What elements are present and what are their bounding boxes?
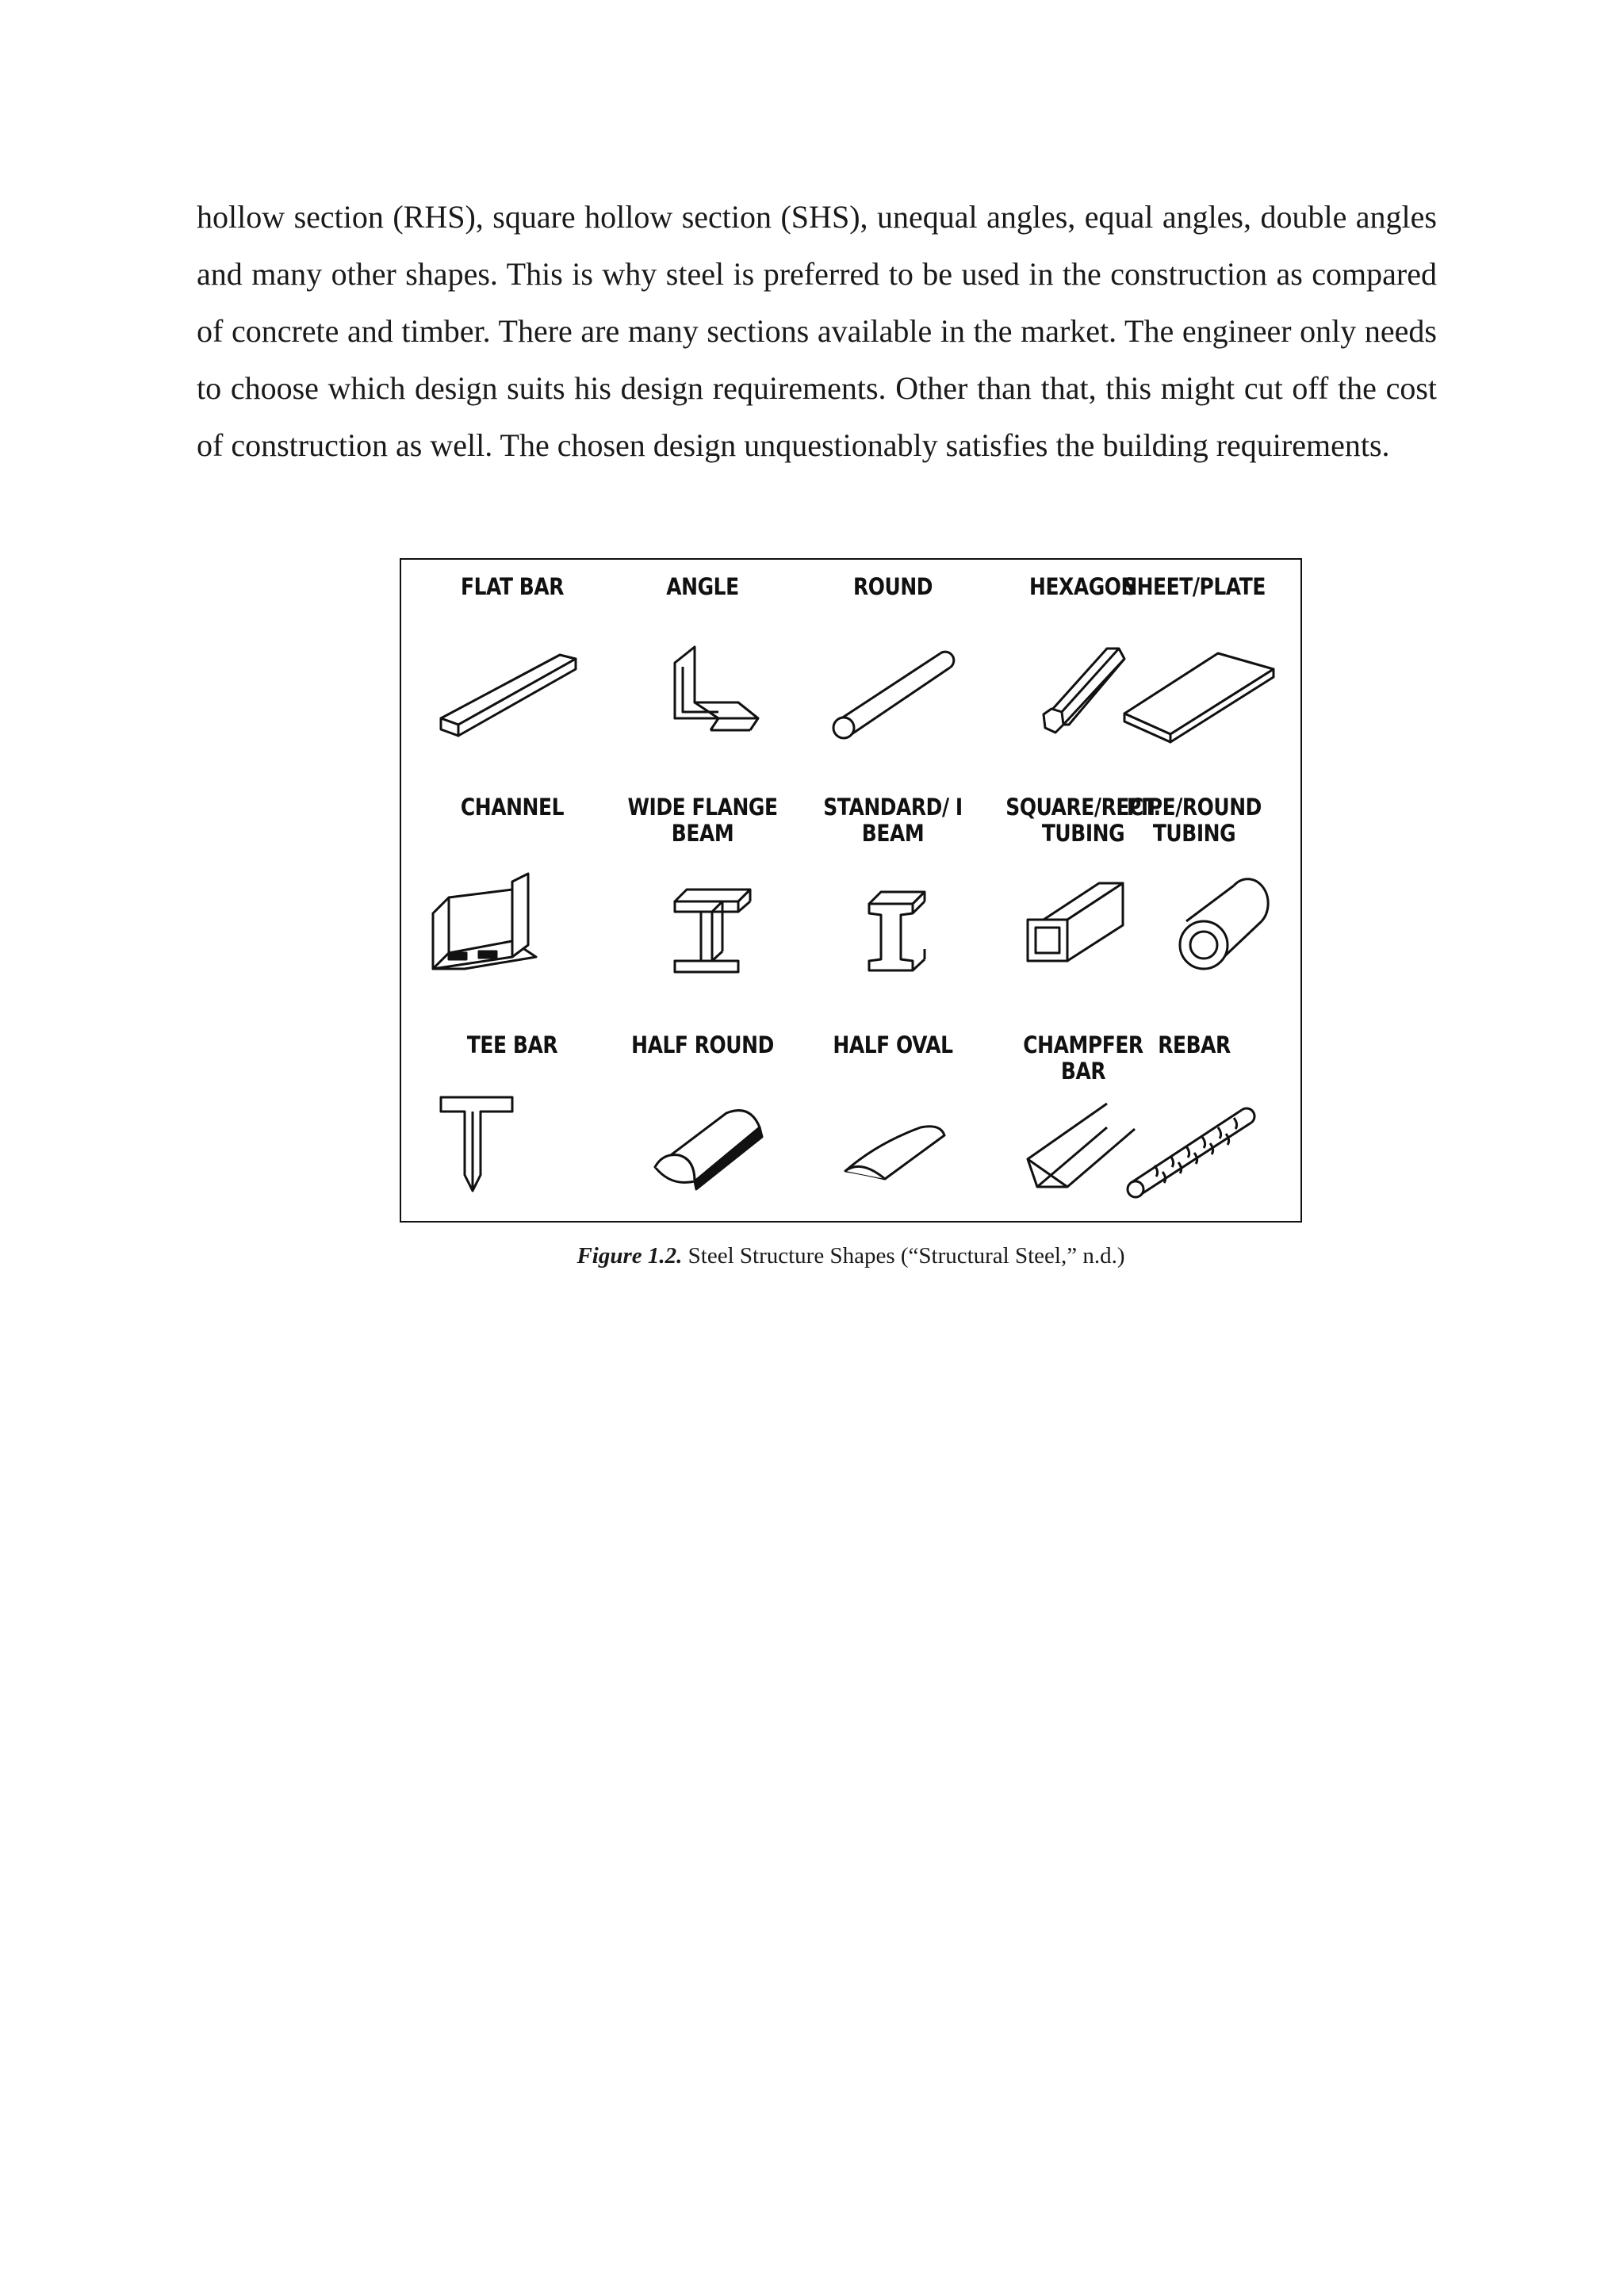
half-oval-icon [798,1080,988,1215]
half-round-icon [607,1080,798,1215]
wide-flange-beam-icon [607,866,798,1001]
figure-label: Figure 1.2. [576,1243,683,1269]
shape-label: REBAR [1158,1031,1231,1058]
flat-bar-icon [417,631,607,750]
shape-label: ROUND [852,573,933,600]
round-icon [798,631,988,750]
angle-icon [607,631,798,750]
tee-bar-icon [417,1080,607,1215]
shape-label: SQUARE/RECT. TUBING [1005,794,1161,847]
standard-i-beam-icon [798,866,988,1001]
shape-label: HALF ROUND [631,1031,774,1058]
figure-caption-text: Steel Structure Shapes (“Structural Steel,” n.d.) [682,1243,1125,1269]
figure-steel-shapes [400,558,1302,1223]
shape-label: FLAT BAR [460,573,565,600]
rebar-icon [1099,1080,1289,1215]
figure-caption [400,1242,1302,1270]
shape-label: PIPE/ROUND TUBING [1127,794,1262,847]
channel-icon [417,866,607,993]
shape-label: SHEET/PLATE [1123,573,1266,600]
shape-label: STANDARD/ I BEAM [823,794,963,847]
shape-label: CHAMPFER BAR [1023,1031,1143,1085]
shape-label: CHANNEL [460,794,565,821]
pipe-round-tubing-icon [1099,866,1289,1001]
shape-label: HALF OVAL [833,1031,953,1058]
body-paragraph: hollow section (RHS), square hollow section (SHS), unequal angles, equal angles, double angles and many other shapes. This is why steel is preferred to be used in the construction as compared of concrete and timber. There are many sections available in the market. The engineer only needs to choose which design suits his design requirements. Other than that, this might cut off the cost of construction as well. The chosen design unquestionably satisfies the building requirements. [197,199,1437,463]
sheet-plate-icon [1099,631,1289,750]
shape-label: ANGLE [666,573,739,600]
shape-label: WIDE FLANGE BEAM [627,794,778,847]
shape-label: HEXAGON [1029,573,1137,600]
shape-label: TEE BAR [466,1031,558,1058]
